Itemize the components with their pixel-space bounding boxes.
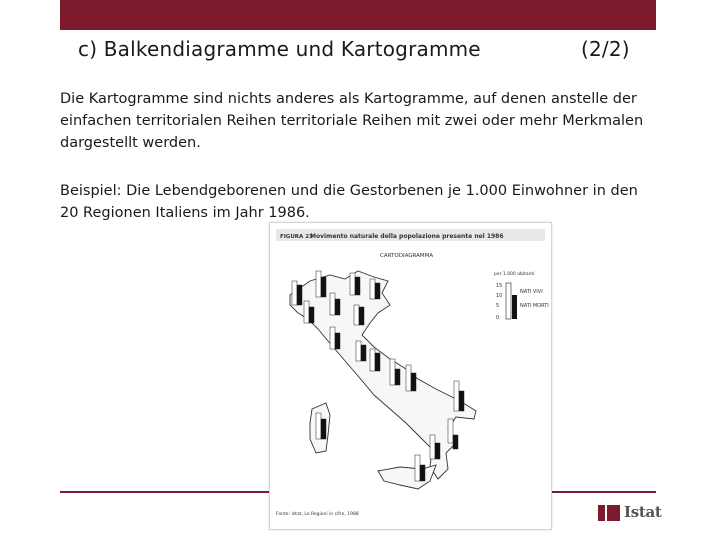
legend-item-deaths: NATI MORTI bbox=[520, 303, 549, 309]
scale-tick: 15 bbox=[496, 283, 503, 289]
scale-tick: 10 bbox=[496, 293, 503, 299]
legend-bar-deaths bbox=[512, 295, 517, 319]
top-accent-bar bbox=[60, 0, 656, 30]
slide-title-text: c) Balkendiagramme und Kartogramme bbox=[78, 37, 481, 61]
page-indicator: (2/2) bbox=[581, 37, 630, 61]
figure-label: FIGURA 23 bbox=[280, 234, 313, 240]
figure-title: Movimento naturale della popolazione presente nel 1986 bbox=[310, 233, 504, 240]
cartogram-image bbox=[270, 223, 551, 529]
figure-source-note: Fonte: Istat, Le Regioni in cifre, 1988 bbox=[276, 512, 359, 517]
scale-tick: 5 bbox=[496, 303, 500, 309]
body-paragraph-2: Beispiel: Die Lebendgeborenen und die Gestorbenen je 1.000 Einwohner in den 20 Regionen Italiens im Jahr 1986. bbox=[60, 183, 638, 221]
legend-item-births: NATI VIVI bbox=[520, 289, 543, 295]
slide-title bbox=[78, 37, 668, 61]
legend-bar-births bbox=[506, 283, 511, 319]
cartogram-figure bbox=[269, 222, 552, 530]
figure-subtitle: CARTODIAGRAMMA bbox=[380, 253, 434, 259]
sicily-outline bbox=[378, 465, 436, 489]
istat-logo-text: Istat bbox=[624, 503, 662, 521]
scale-tick: 0 bbox=[496, 315, 500, 321]
body-paragraph-1: Die Kartogramme sind nichts anderes als Kartogramme, auf denen anstelle der einfachen territorialen Reihen territoriale Reihen mit zwei oder mehr Merkmalen dargestellt werden. bbox=[60, 91, 644, 151]
istat-logo-icon bbox=[598, 505, 620, 521]
legend-unit: per 1.000 abitanti bbox=[494, 272, 535, 277]
